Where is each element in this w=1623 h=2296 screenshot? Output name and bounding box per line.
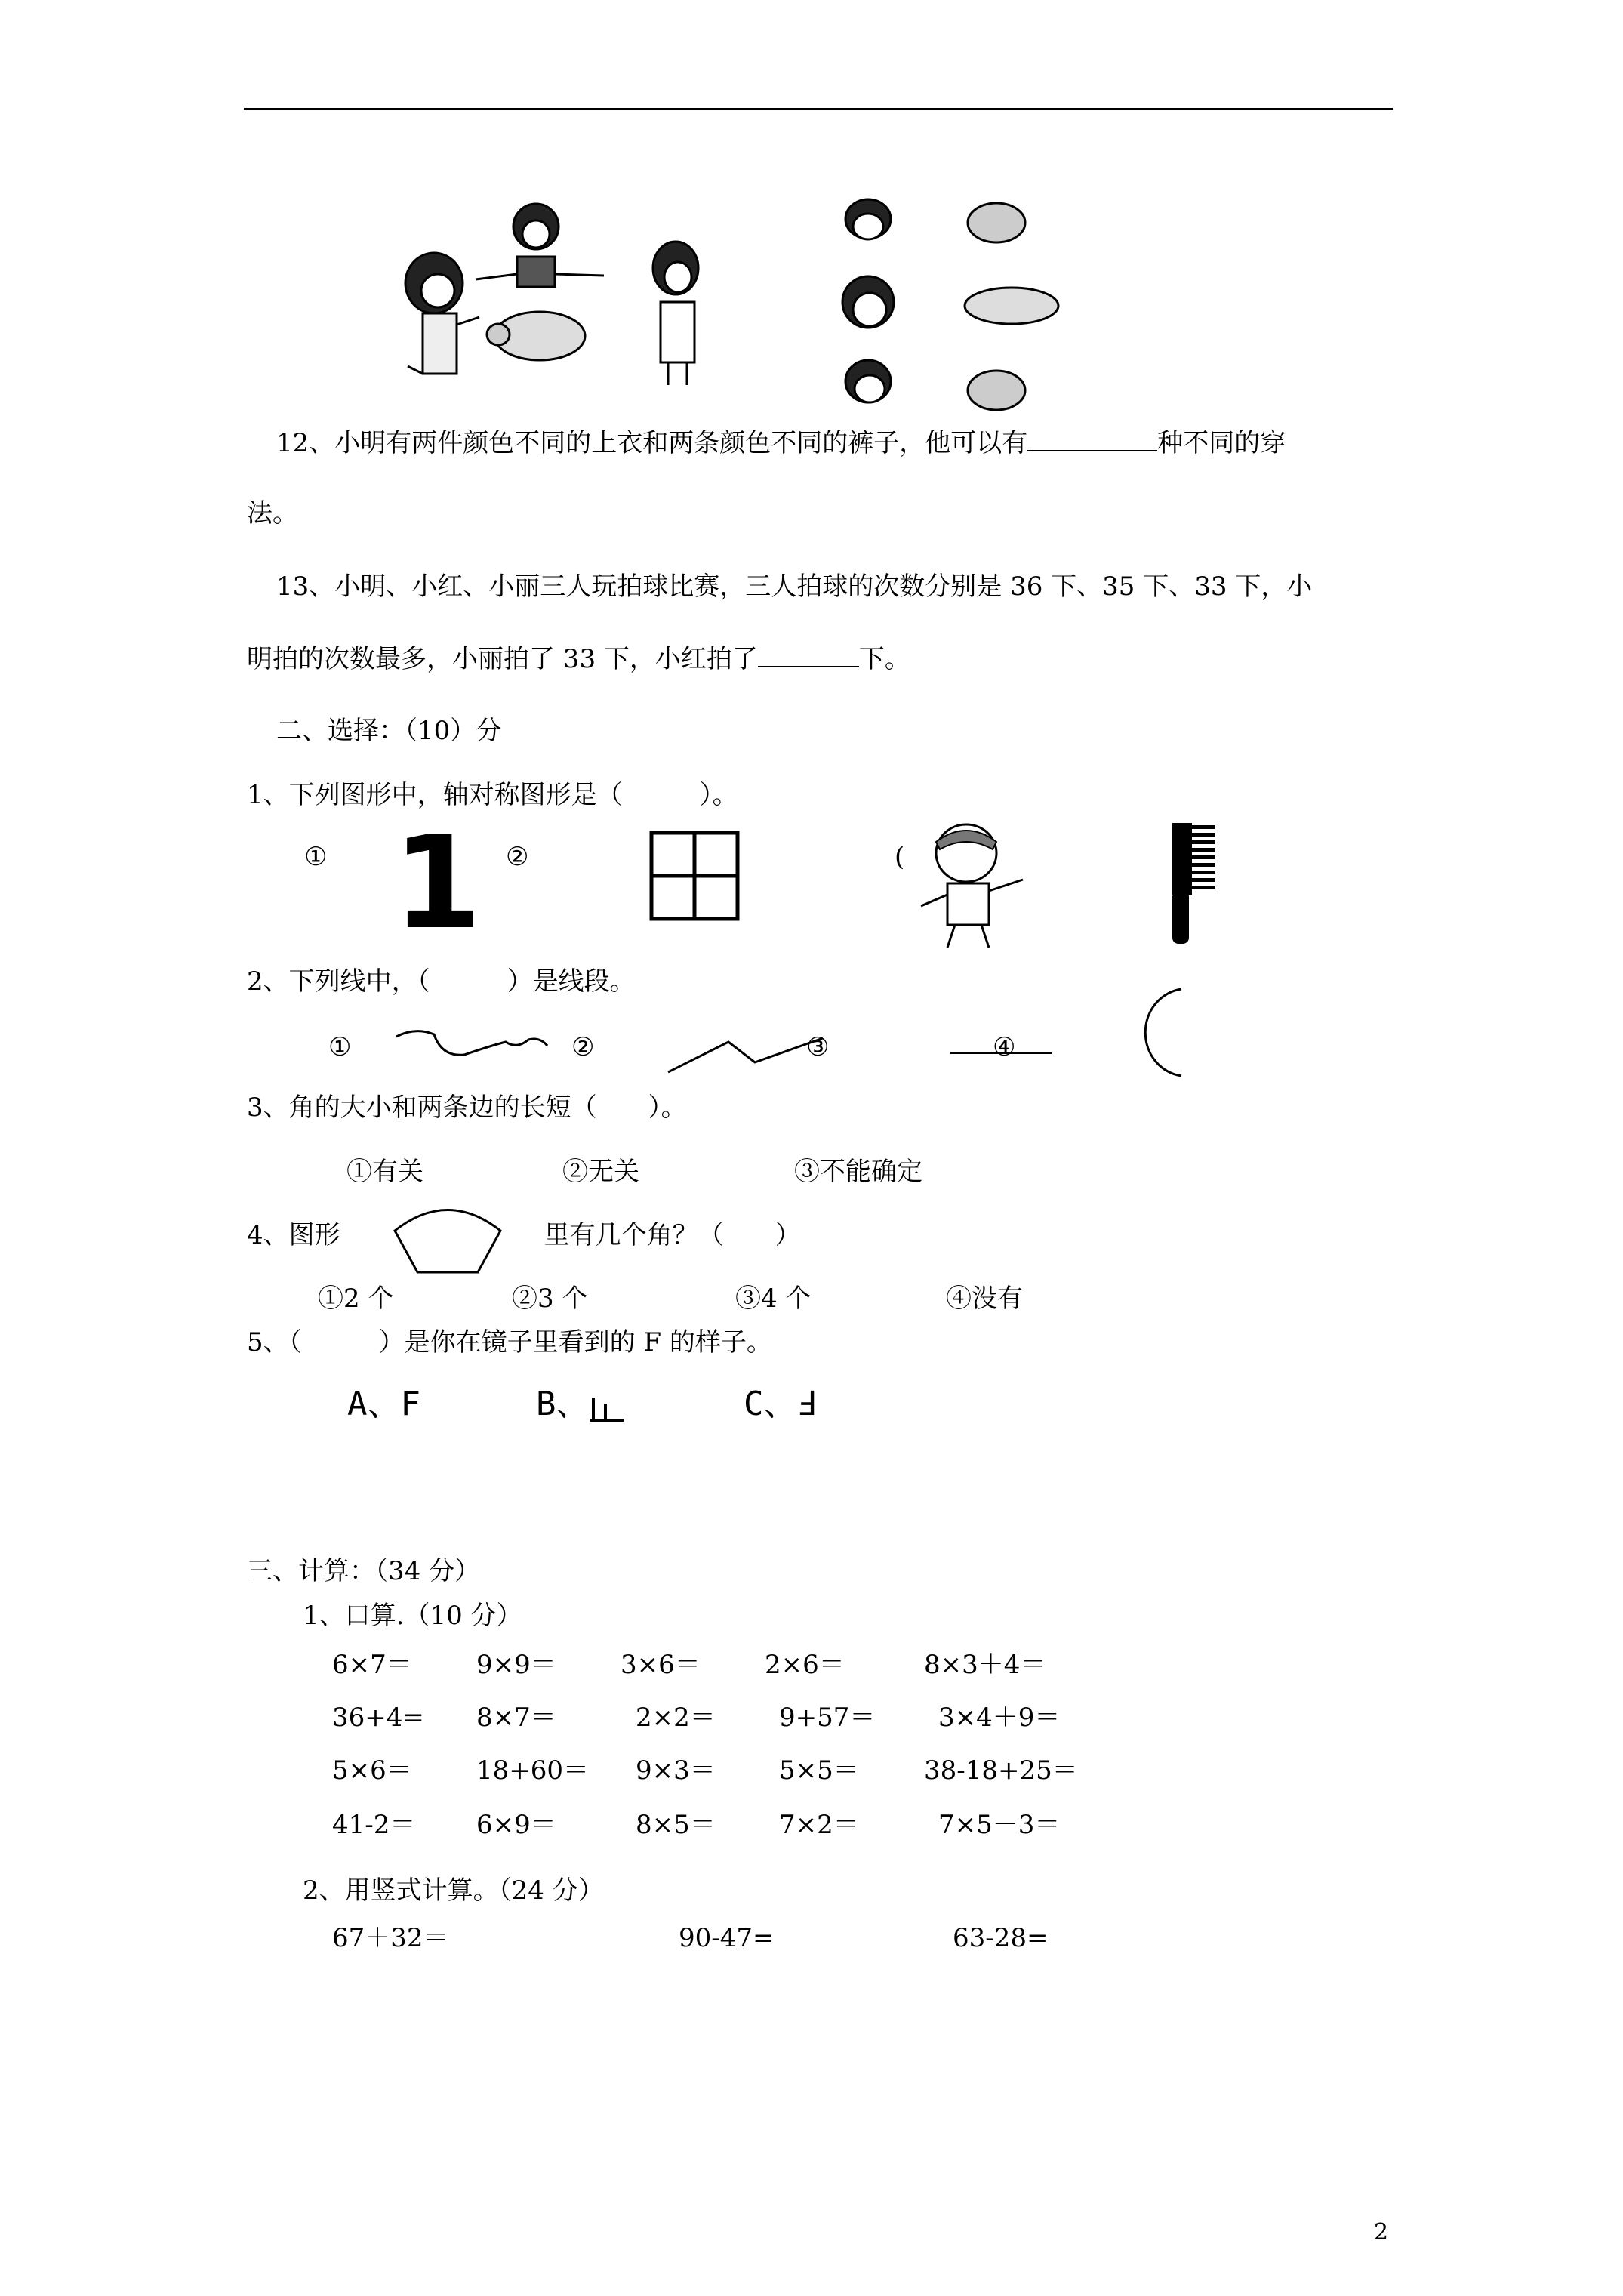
choice-q4-opt2[interactable]: ②3 个 [512,1284,588,1314]
calc-item: 2×2＝ [636,1703,716,1733]
calc-item: 9×9＝ [476,1650,556,1680]
choice-q4-after: 里有几个角？（ ） [544,1220,801,1250]
question-12 [276,427,1286,458]
choice-q2-opt1[interactable]: ① [328,1032,352,1062]
page-number: 2 [1374,2219,1389,2245]
arc-figure [1136,985,1196,1080]
girl-head [842,276,894,328]
choice-q4-opt4[interactable]: ④没有 [946,1284,1023,1314]
choice-q5: 5、（ ）是你在镜子里看到的 F 的样子。 [247,1327,772,1358]
vertical-calc-heading: 2、用竖式计算。（24 分） [303,1875,604,1906]
calc-item: 9×3＝ [636,1755,716,1786]
q12-answer-blank[interactable] [1027,427,1157,451]
vertical-calc-item: 90-47= [679,1923,775,1953]
calc-item: 36+4= [332,1703,424,1733]
rotated-f-figure [587,1393,627,1423]
pig-figure [487,312,585,360]
boy-head-1 [845,199,891,239]
calc-item: 8×3＋4＝ [924,1650,1046,1680]
choice-q3-opt1[interactable]: ①有关 [346,1157,423,1187]
calc-item: 8×7＝ [476,1703,556,1733]
calc-item: 6×7＝ [332,1650,412,1680]
children-pig-illustration [393,193,1072,419]
choice-q3-opt3[interactable]: ③不能确定 [794,1157,922,1187]
q12-text-after: 种不同的穿 [1157,428,1286,458]
boy-figure-1 [476,204,604,287]
calc-item: 7×2＝ [779,1810,859,1840]
choice-q4-opt3[interactable]: ③4 个 [735,1284,812,1314]
choice-q4-before: 4、图形 [247,1220,340,1250]
choice-q1-opt1[interactable]: ① [304,842,328,872]
choice-q1-opt2[interactable]: ② [506,842,529,872]
pig-side [965,288,1058,324]
q13-text-before: 明拍的次数最多，小丽拍了 33 下，小红拍了 [247,644,758,674]
choice-q5-opt-b[interactable] [536,1385,590,1423]
girl-figure [405,253,479,374]
choice-q5-opt-a[interactable] [347,1385,420,1423]
header-rule [244,108,1393,110]
grid-square-figure [649,831,740,921]
vertical-calc-item: 67＋32＝ [332,1923,449,1953]
calc-item: 5×6＝ [332,1755,412,1786]
calc-item: 2×6＝ [765,1650,845,1680]
arch-shape-figure [391,1197,504,1280]
zigzag-line-figure [664,1031,830,1076]
calc-item: 5×5＝ [779,1755,859,1786]
calc-item: 3×6＝ [621,1650,701,1680]
choice-q1: 1、下列图形中，轴对称图形是（ ）。 [247,780,738,810]
choice-q5-opt-c[interactable] [744,1385,816,1423]
calc-item: 18+60＝ [476,1755,590,1786]
choice-q4 [247,1220,801,1250]
section-2-title: 二、选择：（10）分 [276,716,502,746]
calc-item: 7×5－3＝ [938,1810,1061,1840]
question-13-line2 [247,643,910,674]
q5-opt-c-glyph: Ⅎ [796,1385,816,1423]
calc-item: 38-18+25＝ [924,1755,1078,1786]
q5-opt-a-glyph: F [400,1385,420,1423]
calc-item: 6×9＝ [476,1810,556,1840]
choice-q2-opt2[interactable]: ② [571,1032,595,1062]
curved-line-figure [393,1023,551,1068]
choice-q2: 2、下列线中，（ ）是线段。 [247,966,636,997]
q13-answer-blank[interactable] [758,643,859,667]
digit-one-figure: 1 [393,809,482,958]
question-12-continuation: 法。 [247,498,298,529]
calc-item: 8×5＝ [636,1810,716,1840]
q5-opt-a-label: A、 [347,1385,401,1423]
pig-face [968,203,1025,242]
oral-calc-heading: 1、口算.（10 分） [303,1601,522,1631]
choice-q2-opt4[interactable]: ④ [993,1032,1016,1062]
boy-head-2 [845,360,891,402]
question-13-line1: 13、小明、小红、小丽三人玩拍球比赛，三人拍球的次数分别是 36 下、35 下、33 下，小 [276,572,1313,602]
comb-figure [1166,819,1219,948]
calc-item: 3×4＋9＝ [938,1703,1061,1733]
q5-opt-b-label: B、 [536,1385,590,1423]
q12-text-before: 12、小明有两件颜色不同的上衣和两条颜色不同的裤子，他可以有 [276,428,1028,458]
q13-text-after: 下。 [858,644,910,674]
calc-item: 41-2＝ [332,1810,416,1840]
section-3-title: 三、计算：（34 分） [247,1556,481,1586]
choice-q1-opt3[interactable]: ( [895,842,905,872]
choice-q3-opt2[interactable]: ②无关 [562,1157,639,1187]
boy-figure-2 [653,242,698,385]
pig-back [968,371,1025,410]
calc-item: 9+57＝ [779,1703,876,1733]
pirate-figure [902,819,1038,951]
q5-opt-c-label: C、 [744,1385,797,1423]
choice-q4-opt1[interactable]: ①2 个 [318,1284,394,1314]
choice-q2-opt3[interactable]: ③ [806,1032,830,1062]
choice-q3: 3、角的大小和两条边的长短（ ）。 [247,1093,687,1123]
vertical-calc-item: 63-28= [953,1923,1049,1953]
